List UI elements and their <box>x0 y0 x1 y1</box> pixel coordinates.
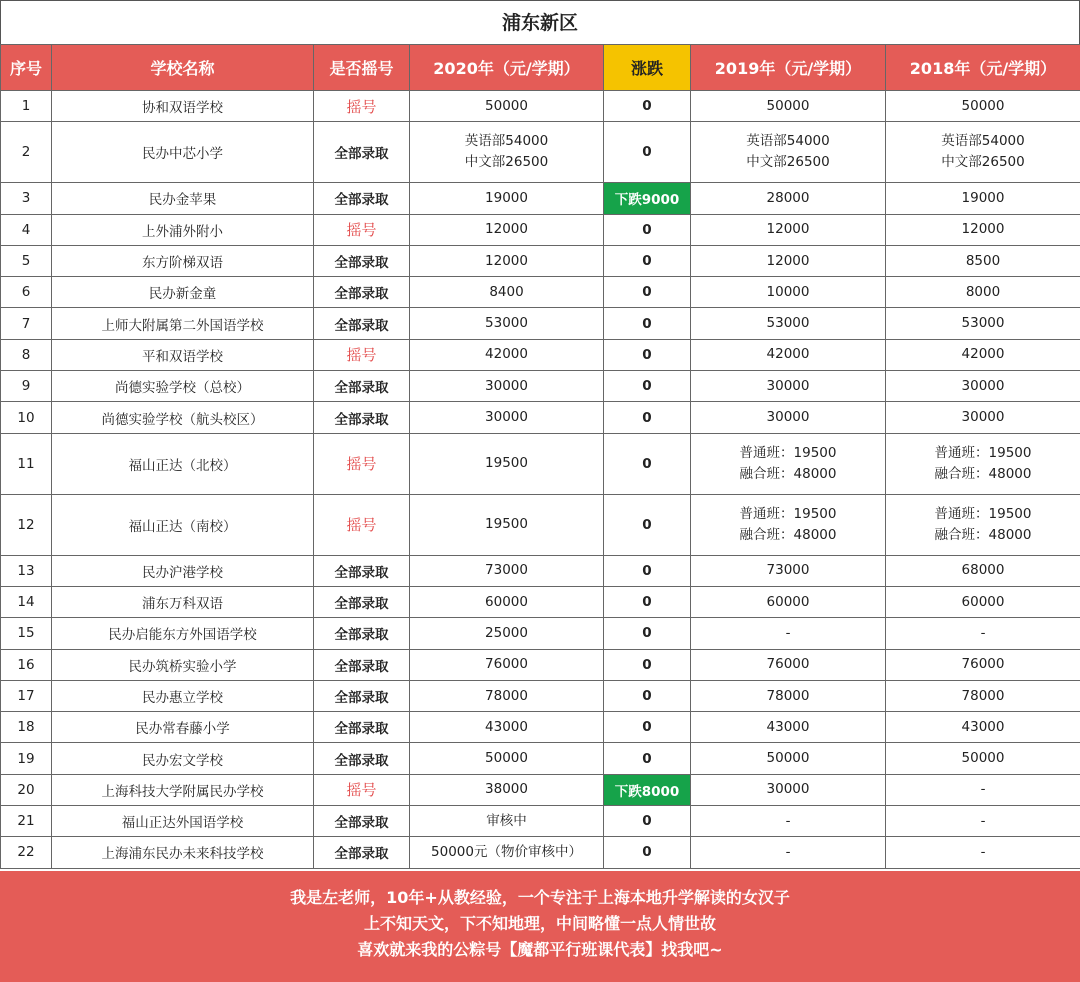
cell-2019-line: - <box>785 624 791 641</box>
table-row <box>1 402 1080 433</box>
cell-2020 <box>410 122 604 183</box>
cell-2020 <box>410 649 604 680</box>
table-row <box>1 555 1080 586</box>
cell-2019-line: 普通班：19500 <box>739 444 837 461</box>
cell-2019 <box>691 649 886 680</box>
cell-lottery-status: 全部录取 <box>314 371 410 402</box>
cell-lottery-status: 摇号 <box>314 339 410 370</box>
cell-lottery-status: 全部录取 <box>314 712 410 743</box>
table-row <box>1 245 1080 276</box>
cell-lottery-status: 全部录取 <box>314 743 410 774</box>
cell-2018 <box>886 402 1080 433</box>
cell-school-name: 上师大附属第二外国语学校 <box>52 308 314 339</box>
cell-2018-line: 53000 <box>961 315 1005 332</box>
col-header-change: 涨跌 <box>604 45 691 91</box>
cell-2018 <box>886 308 1080 339</box>
cell-2019 <box>691 586 886 617</box>
cell-lottery-status: 全部录取 <box>314 122 410 183</box>
cell-lottery-status: 全部录取 <box>314 277 410 308</box>
cell-2019-line: 43000 <box>766 718 810 735</box>
cell-2018-line: 融合班：48000 <box>934 526 1032 543</box>
cell-change: 0 <box>604 214 691 245</box>
cell-2020-line: 19000 <box>485 189 528 206</box>
cell-lottery-status: 全部录取 <box>314 649 410 680</box>
cell-change: 0 <box>604 837 691 868</box>
cell-2020 <box>410 837 604 868</box>
cell-school-name: 浦东万科双语 <box>52 586 314 617</box>
cell-2020 <box>410 371 604 402</box>
cell-no: 11 <box>1 433 52 494</box>
cell-lottery-status: 全部录取 <box>314 183 410 214</box>
cell-2018-line: 8500 <box>965 252 1001 269</box>
cell-2018-line: 英语部54000 <box>941 133 1025 150</box>
cell-school-name: 民办金苹果 <box>52 183 314 214</box>
cell-2020-line: 8400 <box>489 283 524 300</box>
cell-2019-line: - <box>785 843 791 860</box>
cell-2018-line: 68000 <box>961 562 1005 579</box>
cell-school-name: 东方阶梯双语 <box>52 245 314 276</box>
cell-2018-line: 50000 <box>961 97 1005 114</box>
cell-2018-line: 融合班：48000 <box>934 465 1032 482</box>
cell-2020-line: 19500 <box>485 455 528 472</box>
cell-2019-line: 30000 <box>766 377 810 394</box>
cell-2020 <box>410 586 604 617</box>
table-row <box>1 712 1080 743</box>
cell-2020-line: 76000 <box>485 656 528 673</box>
cell-2019-line: 中文部26500 <box>746 154 830 171</box>
cell-school-name: 上外浦外附小 <box>52 214 314 245</box>
cell-no: 2 <box>1 122 52 183</box>
col-header-school: 学校名称 <box>52 45 314 91</box>
cell-2020-line: 25000 <box>485 624 528 641</box>
cell-2019 <box>691 214 886 245</box>
cell-2019-line: 53000 <box>766 315 810 332</box>
cell-2018-line: 12000 <box>961 221 1005 238</box>
cell-2018 <box>886 494 1080 555</box>
cell-2019-line: 30000 <box>766 781 810 798</box>
cell-2018-line: 76000 <box>961 656 1005 673</box>
cell-2018 <box>886 586 1080 617</box>
cell-school-name: 上海浦东民办未来科技学校 <box>52 837 314 868</box>
cell-2018 <box>886 649 1080 680</box>
cell-2019 <box>691 837 886 868</box>
table-row <box>1 433 1080 494</box>
cell-change: 0 <box>604 91 691 122</box>
cell-2018 <box>886 214 1080 245</box>
cell-2018 <box>886 433 1080 494</box>
cell-change: 0 <box>604 586 691 617</box>
cell-2018-line: 19000 <box>961 189 1005 206</box>
cell-2019-line: 73000 <box>766 562 810 579</box>
cell-no: 17 <box>1 680 52 711</box>
cell-2018 <box>886 806 1080 837</box>
cell-2020-line: 12000 <box>485 252 528 269</box>
table-row <box>1 214 1080 245</box>
cell-no: 4 <box>1 214 52 245</box>
cell-2019-line: 10000 <box>766 283 810 300</box>
cell-2020-line: 43000 <box>485 718 528 735</box>
cell-2018-line: 8000 <box>965 283 1001 300</box>
cell-2019-line: 30000 <box>766 409 810 426</box>
table-row <box>1 586 1080 617</box>
table-row <box>1 277 1080 308</box>
cell-2020 <box>410 402 604 433</box>
cell-school-name: 福山正达（北校） <box>52 433 314 494</box>
cell-2019 <box>691 339 886 370</box>
cell-2019 <box>691 680 886 711</box>
table-row <box>1 339 1080 370</box>
cell-no: 9 <box>1 371 52 402</box>
cell-2018-line: - <box>980 843 986 860</box>
cell-no: 14 <box>1 586 52 617</box>
cell-no: 13 <box>1 555 52 586</box>
promo-footer <box>0 871 1080 982</box>
cell-2019 <box>691 555 886 586</box>
cell-2019-line: 融合班：48000 <box>739 465 837 482</box>
cell-2018 <box>886 183 1080 214</box>
cell-no: 12 <box>1 494 52 555</box>
cell-school-name: 民办常春藤小学 <box>52 712 314 743</box>
cell-2019 <box>691 743 886 774</box>
cell-2020 <box>410 433 604 494</box>
cell-2020-line: 78000 <box>485 687 528 704</box>
cell-no: 3 <box>1 183 52 214</box>
table-row <box>1 183 1080 214</box>
table-row <box>1 91 1080 122</box>
cell-2019-line: 50000 <box>766 750 810 767</box>
cell-school-name: 尚德实验学校（航头校区） <box>52 402 314 433</box>
cell-2019-line: 28000 <box>766 189 810 206</box>
cell-2018 <box>886 555 1080 586</box>
cell-school-name: 尚德实验学校（总校） <box>52 371 314 402</box>
cell-change: 0 <box>604 433 691 494</box>
cell-2020-line: 30000 <box>485 377 528 394</box>
cell-no: 16 <box>1 649 52 680</box>
table-row <box>1 806 1080 837</box>
cell-2020-line: 38000 <box>485 781 528 798</box>
cell-2020 <box>410 91 604 122</box>
cell-2018-line: 30000 <box>961 409 1005 426</box>
cell-no: 22 <box>1 837 52 868</box>
table-row <box>1 618 1080 649</box>
cell-2020-line: 73000 <box>485 562 528 579</box>
cell-no: 20 <box>1 774 52 805</box>
cell-2018-line: 中文部26500 <box>941 154 1025 171</box>
table-row <box>1 494 1080 555</box>
cell-change: 0 <box>604 122 691 183</box>
cell-change: 0 <box>604 649 691 680</box>
cell-change: 0 <box>604 806 691 837</box>
cell-2020-line: 60000 <box>485 593 528 610</box>
cell-2020-line: 50000 <box>485 97 528 114</box>
cell-change: 0 <box>604 618 691 649</box>
cell-2020 <box>410 245 604 276</box>
cell-2019 <box>691 712 886 743</box>
page-title: 浦东新区 <box>0 0 1080 44</box>
cell-no: 10 <box>1 402 52 433</box>
cell-2019-line: 76000 <box>766 656 810 673</box>
cell-2018 <box>886 277 1080 308</box>
cell-school-name: 民办宏文学校 <box>52 743 314 774</box>
cell-2019 <box>691 122 886 183</box>
cell-2020-line: 19500 <box>485 516 528 533</box>
cell-change: 下跌9000 <box>604 183 691 214</box>
cell-change: 0 <box>604 277 691 308</box>
cell-change: 0 <box>604 402 691 433</box>
cell-no: 7 <box>1 308 52 339</box>
cell-lottery-status: 全部录取 <box>314 618 410 649</box>
cell-no: 8 <box>1 339 52 370</box>
cell-no: 18 <box>1 712 52 743</box>
cell-2020-line: 30000 <box>485 409 528 426</box>
footer-line: 我是左老师，10年+从教经验，一个专注于上海本地升学解读的女汉子 <box>290 888 790 907</box>
col-header-2020: 2020年（元/学期） <box>410 45 604 91</box>
cell-2018 <box>886 122 1080 183</box>
cell-lottery-status: 摇号 <box>314 494 410 555</box>
cell-2019-line: 42000 <box>766 346 810 363</box>
cell-2019 <box>691 371 886 402</box>
table-row <box>1 774 1080 805</box>
cell-2019-line: 英语部54000 <box>746 133 830 150</box>
cell-2018-line: 42000 <box>961 346 1005 363</box>
cell-2020-line: 审核中 <box>486 812 527 829</box>
cell-school-name: 上海科技大学附属民办学校 <box>52 774 314 805</box>
cell-2020 <box>410 774 604 805</box>
col-header-2019: 2019年（元/学期） <box>691 45 886 91</box>
cell-2020 <box>410 277 604 308</box>
cell-2020 <box>410 712 604 743</box>
table-row <box>1 837 1080 868</box>
cell-2020-line: 12000 <box>485 221 528 238</box>
cell-2019 <box>691 618 886 649</box>
cell-2019-line: - <box>785 812 791 829</box>
table-row <box>1 308 1080 339</box>
cell-2019 <box>691 774 886 805</box>
table-row <box>1 743 1080 774</box>
cell-2019 <box>691 91 886 122</box>
cell-change: 0 <box>604 371 691 402</box>
cell-change: 0 <box>604 743 691 774</box>
cell-2019-line: 普通班：19500 <box>739 505 837 522</box>
cell-2019-line: 融合班：48000 <box>739 526 837 543</box>
col-header-lottery: 是否摇号 <box>314 45 410 91</box>
cell-no: 1 <box>1 91 52 122</box>
cell-2020 <box>410 183 604 214</box>
cell-2020 <box>410 618 604 649</box>
cell-2020-line: 中文部26500 <box>464 154 549 171</box>
cell-2019 <box>691 494 886 555</box>
cell-lottery-status: 全部录取 <box>314 837 410 868</box>
cell-2019 <box>691 183 886 214</box>
cell-2018 <box>886 618 1080 649</box>
cell-2018-line: - <box>980 624 986 641</box>
cell-2020 <box>410 494 604 555</box>
cell-2020 <box>410 308 604 339</box>
cell-change: 0 <box>604 494 691 555</box>
cell-lottery-status: 全部录取 <box>314 680 410 711</box>
footer-line: 喜欢就来我的公粽号【魔都平行班课代表】找我吧~ <box>357 940 723 959</box>
cell-school-name: 民办启能东方外国语学校 <box>52 618 314 649</box>
cell-lottery-status: 摇号 <box>314 774 410 805</box>
table-row <box>1 371 1080 402</box>
cell-school-name: 民办新金童 <box>52 277 314 308</box>
cell-2020-line: 50000元（物价审核中） <box>431 843 582 860</box>
table-row <box>1 122 1080 183</box>
cell-2018-line: 50000 <box>961 750 1005 767</box>
cell-school-name: 民办筑桥实验小学 <box>52 649 314 680</box>
cell-lottery-status: 全部录取 <box>314 806 410 837</box>
cell-2020-line: 42000 <box>485 346 528 363</box>
cell-2019 <box>691 402 886 433</box>
cell-2018-line: 普通班：19500 <box>934 444 1032 461</box>
cell-2020 <box>410 339 604 370</box>
cell-school-name: 平和双语学校 <box>52 339 314 370</box>
cell-change: 0 <box>604 308 691 339</box>
cell-2020 <box>410 214 604 245</box>
header-row <box>1 45 1080 91</box>
cell-2020 <box>410 555 604 586</box>
col-header-no: 序号 <box>1 45 52 91</box>
cell-no: 15 <box>1 618 52 649</box>
col-header-2018: 2018年（元/学期） <box>886 45 1080 91</box>
cell-lottery-status: 全部录取 <box>314 586 410 617</box>
cell-2018-line: 60000 <box>961 593 1005 610</box>
cell-2019 <box>691 277 886 308</box>
table-row <box>1 649 1080 680</box>
cell-2018 <box>886 680 1080 711</box>
cell-change: 0 <box>604 339 691 370</box>
cell-2019 <box>691 433 886 494</box>
cell-school-name: 民办中芯小学 <box>52 122 314 183</box>
cell-lottery-status: 摇号 <box>314 433 410 494</box>
cell-2019 <box>691 245 886 276</box>
cell-2018 <box>886 91 1080 122</box>
cell-change: 0 <box>604 680 691 711</box>
cell-lottery-status: 全部录取 <box>314 308 410 339</box>
cell-2018-line: 78000 <box>961 687 1005 704</box>
cell-2018-line: - <box>980 812 986 829</box>
cell-2020-line: 英语部54000 <box>464 133 549 150</box>
cell-2018-line: - <box>980 781 986 798</box>
cell-2020-line: 50000 <box>485 750 528 767</box>
cell-2019 <box>691 308 886 339</box>
cell-school-name: 协和双语学校 <box>52 91 314 122</box>
cell-lottery-status: 摇号 <box>314 91 410 122</box>
cell-2018-line: 30000 <box>961 377 1005 394</box>
cell-lottery-status: 全部录取 <box>314 245 410 276</box>
tuition-table <box>0 44 1080 869</box>
cell-change: 0 <box>604 555 691 586</box>
cell-2018 <box>886 837 1080 868</box>
cell-2018-line: 43000 <box>961 718 1005 735</box>
cell-change: 0 <box>604 245 691 276</box>
cell-no: 5 <box>1 245 52 276</box>
cell-no: 6 <box>1 277 52 308</box>
cell-2020 <box>410 680 604 711</box>
cell-2018 <box>886 712 1080 743</box>
cell-change: 0 <box>604 712 691 743</box>
cell-2020 <box>410 806 604 837</box>
table-body <box>1 91 1080 869</box>
cell-2020-line: 53000 <box>485 315 528 332</box>
cell-lottery-status: 全部录取 <box>314 555 410 586</box>
cell-school-name: 福山正达（南校） <box>52 494 314 555</box>
cell-lottery-status: 摇号 <box>314 214 410 245</box>
cell-2018 <box>886 339 1080 370</box>
cell-2019-line: 12000 <box>766 252 810 269</box>
cell-school-name: 民办沪港学校 <box>52 555 314 586</box>
footer-line: 上不知天文，下不知地理，中间略懂一点人情世故 <box>363 914 716 933</box>
cell-no: 21 <box>1 806 52 837</box>
cell-2019 <box>691 806 886 837</box>
cell-2019-line: 60000 <box>766 593 810 610</box>
cell-no: 19 <box>1 743 52 774</box>
cell-2020 <box>410 743 604 774</box>
cell-2018 <box>886 245 1080 276</box>
cell-2018 <box>886 371 1080 402</box>
cell-2019-line: 12000 <box>766 221 810 238</box>
cell-2019-line: 78000 <box>766 687 810 704</box>
cell-2018 <box>886 774 1080 805</box>
cell-lottery-status: 全部录取 <box>314 402 410 433</box>
cell-school-name: 福山正达外国语学校 <box>52 806 314 837</box>
table-row <box>1 680 1080 711</box>
cell-school-name: 民办惠立学校 <box>52 680 314 711</box>
cell-2019-line: 50000 <box>766 97 810 114</box>
cell-2018-line: 普通班：19500 <box>934 505 1032 522</box>
cell-2018 <box>886 743 1080 774</box>
cell-change: 下跌8000 <box>604 774 691 805</box>
